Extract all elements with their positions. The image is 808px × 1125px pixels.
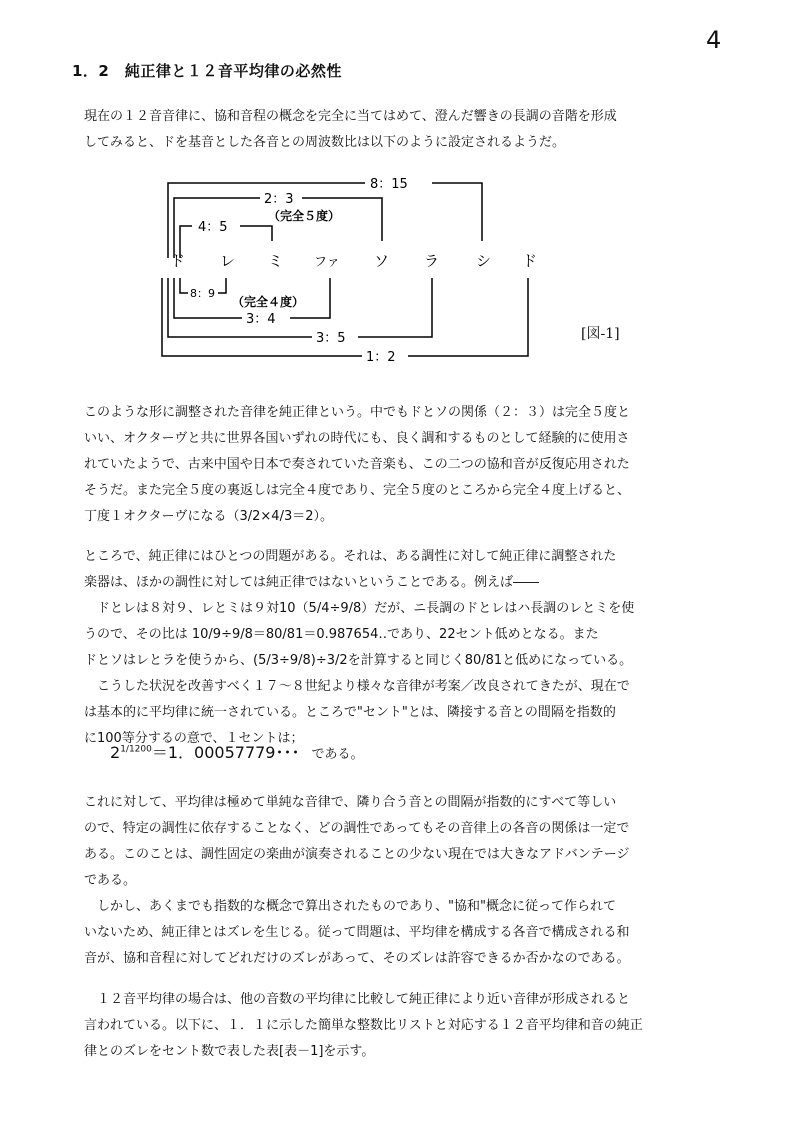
text-line: このような形に調整された音律を純正律という。中でもドとソの関係（２：３）は完全５度と	[84, 405, 631, 420]
text-line: 現在の１２音音律に、協和音程の概念を完全に当てはめて、澄んだ響きの長調の音階を形成	[84, 109, 617, 124]
formula-exponent: 1/1200	[120, 744, 152, 755]
text-line: こうした状況を改善すべく１７～８世紀より様々な音律が考案／改良されてきたが、現在で	[84, 679, 630, 694]
intro-paragraph	[84, 104, 724, 156]
note-do: ド	[170, 252, 186, 270]
text-line: １２音平均律の場合は、他の音数の平均律に比較して純正律により近い音律が形成されると	[84, 992, 631, 1007]
text-line: いないため、純正律とはズレを生じる。従って問題は、平均律を構成する各音で構成される和	[84, 925, 630, 940]
bracket-8-9-right	[218, 278, 226, 293]
note-shi: シ	[476, 252, 492, 270]
note-do-octave: ド	[522, 252, 538, 270]
equal-temperament-paragraph	[84, 790, 724, 972]
formula-base: 2	[110, 743, 121, 762]
cent-formula	[110, 740, 364, 763]
problem-paragraph	[84, 544, 724, 752]
text-line: ところで、純正律にはひとつの問題がある。それは、ある調性に対して純正律に調整された	[84, 549, 617, 564]
note-ra: ラ	[424, 252, 440, 270]
note-mi: ミ	[268, 252, 284, 270]
text-line: うので、その比は 10/9÷9/8＝80/81＝0.987654‥であり、22セント低めとなる。また	[84, 627, 599, 642]
formula-tail: である。	[311, 747, 364, 762]
page-number: 4	[706, 26, 722, 54]
text-line: に100等分するの意で、１セントは；	[84, 731, 304, 746]
note-fa: ファ	[314, 255, 340, 270]
text-line: 丁度１オクターヴになる（3/2×4/3＝2）。	[84, 509, 333, 524]
text-line: しかし、あくまでも指数的な概念で算出されたものであり、"協和"概念に従って作られて	[84, 899, 616, 914]
perfect-fourth-label: （完全４度）	[232, 295, 305, 309]
text-line: 音が、協和音程に対してどれだけのズレがあって、そのズレは許容できるか否かなのである。	[84, 951, 630, 966]
bracket-4-5-right	[240, 226, 272, 241]
ratio-2-3-label: 2：3	[264, 192, 294, 207]
perfect-fifth-label: （完全５度）	[268, 209, 341, 223]
ratio-3-4-label: 3：4	[246, 312, 276, 327]
ratio-3-5-label: 3：5	[316, 331, 346, 346]
text-line: 楽器は、ほかの調性に対しては純正律ではないということである。例えば――	[84, 575, 540, 590]
text-line: ので、特定の調性に依存することなく、どの調性であってもその音律上の各音の関係は一定で	[84, 821, 630, 836]
bracket-1-2-right	[408, 278, 528, 356]
text-line: してみると、ドを基音とした各音との周波数比は以下のように設定されるようだ。	[84, 135, 566, 150]
text-line: ドとソはレとラを使うから、(5/3÷9/8)÷3/2を計算すると同じく80/81と低めになっている。	[84, 653, 633, 668]
just-intonation-paragraph	[84, 400, 724, 530]
note-re: レ	[220, 252, 236, 270]
bracket-8-9	[180, 278, 188, 293]
ratio-1-2-label: 1：2	[366, 350, 396, 365]
text-line: 言われている。以下に、１．１に示した簡単な整数比リストと対応する１２音平均律和音の純正	[84, 1018, 643, 1033]
twelve-tone-paragraph	[84, 987, 724, 1065]
section-title: 1．2 純正律と１２音平均律の必然性	[72, 62, 342, 80]
text-line: 律とのズレをセント数で表した表[表－1]を示す。	[84, 1044, 375, 1059]
figure-label: [図-1]	[581, 326, 620, 342]
bracket-3-5-right	[358, 278, 432, 337]
bracket-8-15-right	[432, 183, 482, 241]
ratio-8-9-label: 8：9	[190, 287, 215, 300]
text-line: ある。このことは、調性固定の楽曲が演奏されることの少ない現在では大きなアドバンテージ	[84, 847, 630, 862]
text-line: これに対して、平均律は極めて単純な音律で、隣り合う音との間隔が指数的にすべて等しい	[84, 795, 617, 810]
text-line: いい、オクターヴと共に世界各国いずれの時代にも、良く調和するものとして経験的に使用さ	[84, 431, 630, 446]
formula-result: ＝1．00057779･･･	[151, 743, 300, 762]
text-line: である。	[84, 873, 137, 888]
text-line: は基本的に平均律に統一されている。ところで"セント"とは、隣接する音との間隔を指数的	[84, 705, 616, 720]
text-line: れていたようで、古来中国や日本で奏されていた音楽も、この二つの協和音が反復応用された	[84, 457, 630, 472]
ratio-4-5-label: 4：5	[198, 220, 228, 235]
text-line: ドとレは８対９、レとミは９対10（5/4÷9/8）だが、ニ長調のドとレはハ長調のレとミを使	[84, 601, 635, 616]
text-line: そうだ。また完全５度の裏返しは完全４度であり、完全５度のところから完全４度上げると、	[84, 483, 631, 498]
ratio-8-15-label: 8：15	[370, 177, 408, 192]
note-so: ソ	[374, 252, 390, 270]
